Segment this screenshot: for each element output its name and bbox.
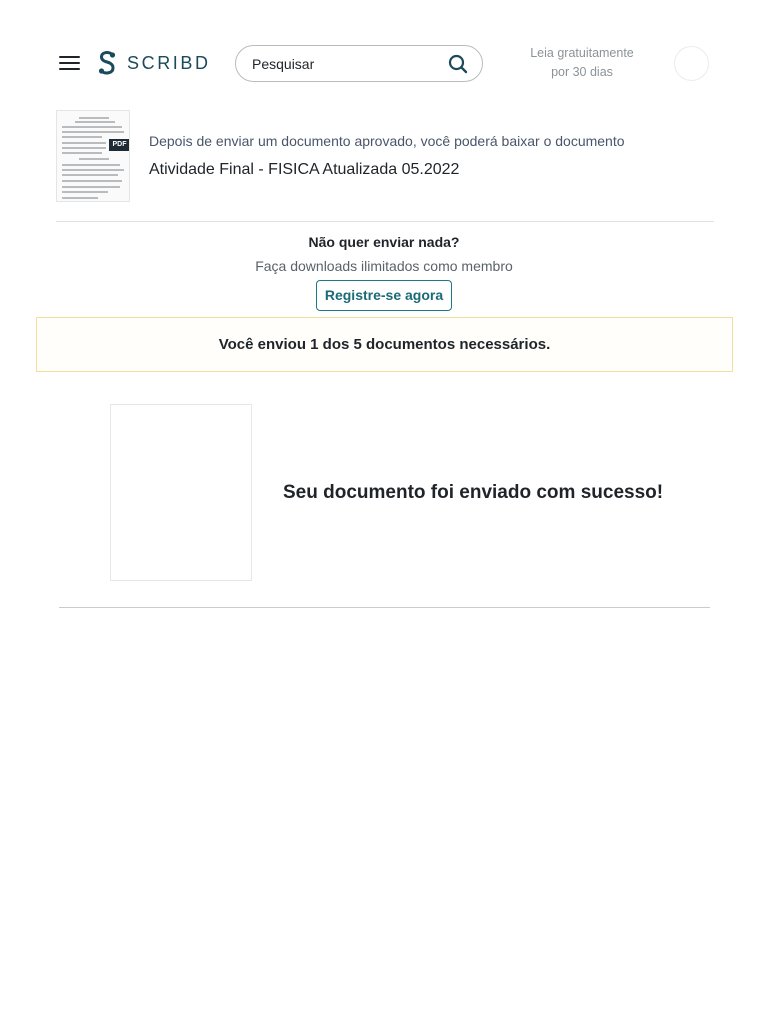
document-title[interactable]: Atividade Final - FISICA Atualizada 05.2022 [149,161,460,178]
pdf-badge-icon: PDF [109,139,130,151]
scribd-logo[interactable] [96,50,211,76]
membership-heading: Não quer enviar nada? [308,234,460,250]
document-thumbnail[interactable] [56,110,130,202]
scribd-logo-icon [96,50,118,76]
upload-progress-banner: Você enviou 1 dos 5 documentos necessários. [36,317,733,372]
upload-note: Depois de enviar um documento aprovado, você poderá baixar o documento [149,133,625,149]
divider [59,607,710,608]
uploaded-document-preview [110,404,252,581]
trial-line-2: por 30 dias [551,65,613,79]
top-header [0,0,768,110]
register-button[interactable]: Registre-se agora [316,280,452,311]
avatar[interactable] [674,46,709,81]
membership-prompt [0,232,768,311]
document-info [56,110,714,222]
upload-success-message: Seu documento foi enviado com sucesso! [283,482,664,503]
search-icon[interactable] [448,54,468,74]
menu-icon[interactable] [59,56,80,70]
search-input[interactable] [252,54,432,74]
membership-subheading: Faça downloads ilimitados como membro [255,258,513,274]
free-trial-link[interactable] [520,44,644,82]
trial-line-1: Leia gratuitamente [530,46,634,60]
search-box[interactable] [235,45,483,82]
brand-name: SCRIBD [127,52,211,73]
